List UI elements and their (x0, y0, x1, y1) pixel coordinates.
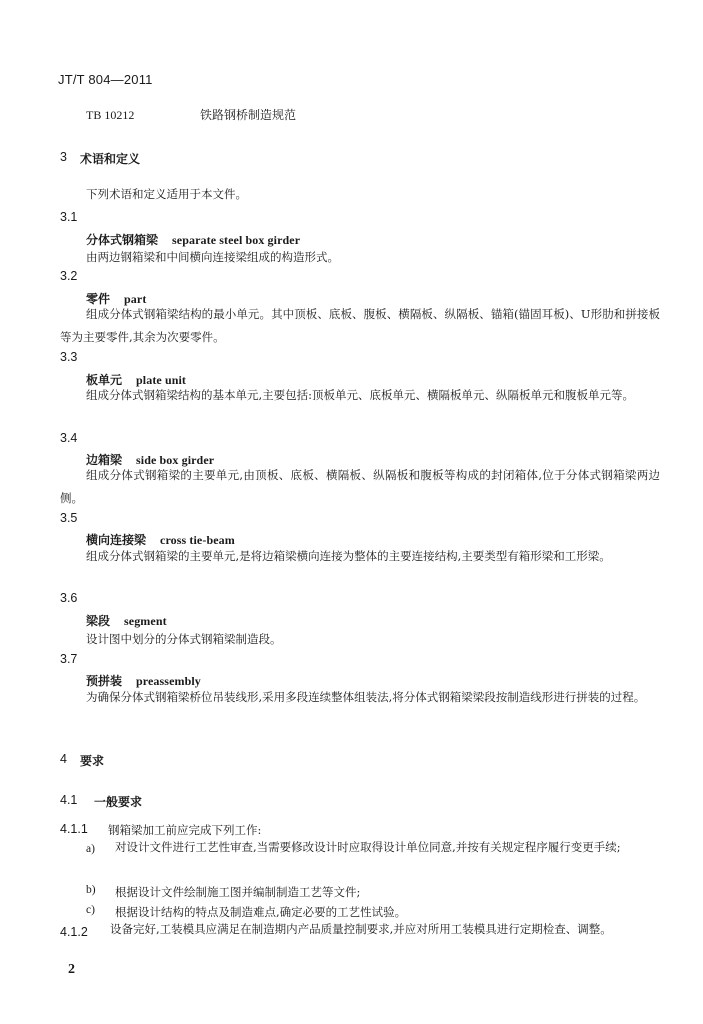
term-en: part (124, 292, 147, 306)
term-number: 3.6 (60, 591, 78, 605)
term-en: separate steel box girder (172, 233, 301, 247)
term-cn: 预拼装 (86, 674, 123, 688)
clause-4-1-1-number: 4.1.1 (60, 822, 88, 836)
subsection-4-1-number: 4.1 (60, 793, 78, 807)
page-number: 2 (68, 962, 75, 977)
term-number: 3.4 (60, 431, 78, 445)
term-definition: 组成分体式钢箱梁结构的基本单元,主要包括:顶板单元、底板单元、横隔板单元、纵隔板单元和腹板单元等。 (86, 388, 635, 402)
section-4-number: 4 (60, 752, 67, 766)
term-cn: 横向连接梁 (86, 533, 147, 547)
section-4-title: 要求 (80, 754, 105, 768)
term-en: plate unit (136, 373, 187, 387)
term-number: 3.3 (60, 350, 78, 364)
term-en: cross tie-beam (160, 533, 235, 547)
reference-code: TB 10212 (86, 108, 135, 122)
clause-4-1-2-text: 设备完好,工装模具应满足在制造期内产品质量控制要求,并应对所用工装模具进行定期检查、调整。 (110, 922, 612, 936)
term-cn: 板单元 (86, 373, 123, 387)
term-cn: 边箱梁 (86, 453, 123, 467)
term-definition: 组成分体式钢箱梁的主要单元,是将边箱梁横向连接为整体的主要连接结构,主要类型有箱形梁和工形梁。 (86, 549, 611, 563)
section-3-number: 3 (60, 150, 67, 164)
term-definition: 组成分体式钢箱梁的主要单元,由顶板、底板、横隔板、纵隔板和腹板等构成的封闭箱体,位于分体式钢箱梁两边侧。 (60, 468, 660, 505)
term-definition: 由两边钢箱梁和中间横向连接梁组成的构造形式。 (86, 250, 339, 264)
term-number: 3.2 (60, 269, 78, 283)
list-item-text: 根据设计结构的特点及制造难点,确定必要的工艺性试验。 (115, 905, 407, 919)
list-item-text: 根据设计文件绘制施工图并编制制造工艺等文件; (115, 885, 361, 899)
term-en: side box girder (136, 453, 215, 467)
term-cn: 分体式钢箱梁 (86, 233, 159, 247)
term-cn: 零件 (86, 292, 111, 306)
term-number: 3.7 (60, 652, 78, 666)
list-item-text: 对设计文件进行工艺性审查,当需要修改设计时应取得设计单位同意,并按有关规定程序履行变更手续; (115, 840, 621, 854)
reference-title: 铁路钢桥制造规范 (200, 108, 297, 122)
list-item-mark: a) (86, 843, 95, 855)
term-heading (86, 612, 167, 629)
subsection-4-1-title: 一般要求 (94, 795, 143, 809)
term-en: segment (124, 614, 167, 628)
clause-4-1-2-number: 4.1.2 (60, 925, 88, 939)
section-3-title: 术语和定义 (80, 152, 141, 166)
clause-4-1-1-text: 钢箱梁加工前应完成下列工作: (108, 823, 262, 837)
standard-code: JT/T 804—2011 (58, 72, 153, 87)
term-heading (86, 231, 300, 248)
term-en: preassembly (136, 674, 201, 688)
term-cn: 梁段 (86, 614, 111, 628)
term-number: 3.5 (60, 511, 78, 525)
term-definition: 设计图中划分的分体式钢箱梁制造段。 (86, 632, 282, 646)
term-definition: 为确保分体式钢箱梁桥位吊装线形,采用多段连续整体组装法,将分体式钢箱梁梁段按制造线形进行拼装的过程。 (86, 690, 646, 704)
list-item-mark: b) (86, 884, 96, 896)
term-number: 3.1 (60, 210, 78, 224)
section-3-intro: 下列术语和定义适用于本文件。 (86, 187, 247, 201)
list-item-mark: c) (86, 904, 95, 916)
term-definition: 组成分体式钢箱梁结构的最小单元。其中顶板、底板、腹板、横隔板、纵隔板、锚箱(锚固耳板)、U形肋和拼接板等为主要零件,其余为次要零件。 (60, 307, 660, 344)
